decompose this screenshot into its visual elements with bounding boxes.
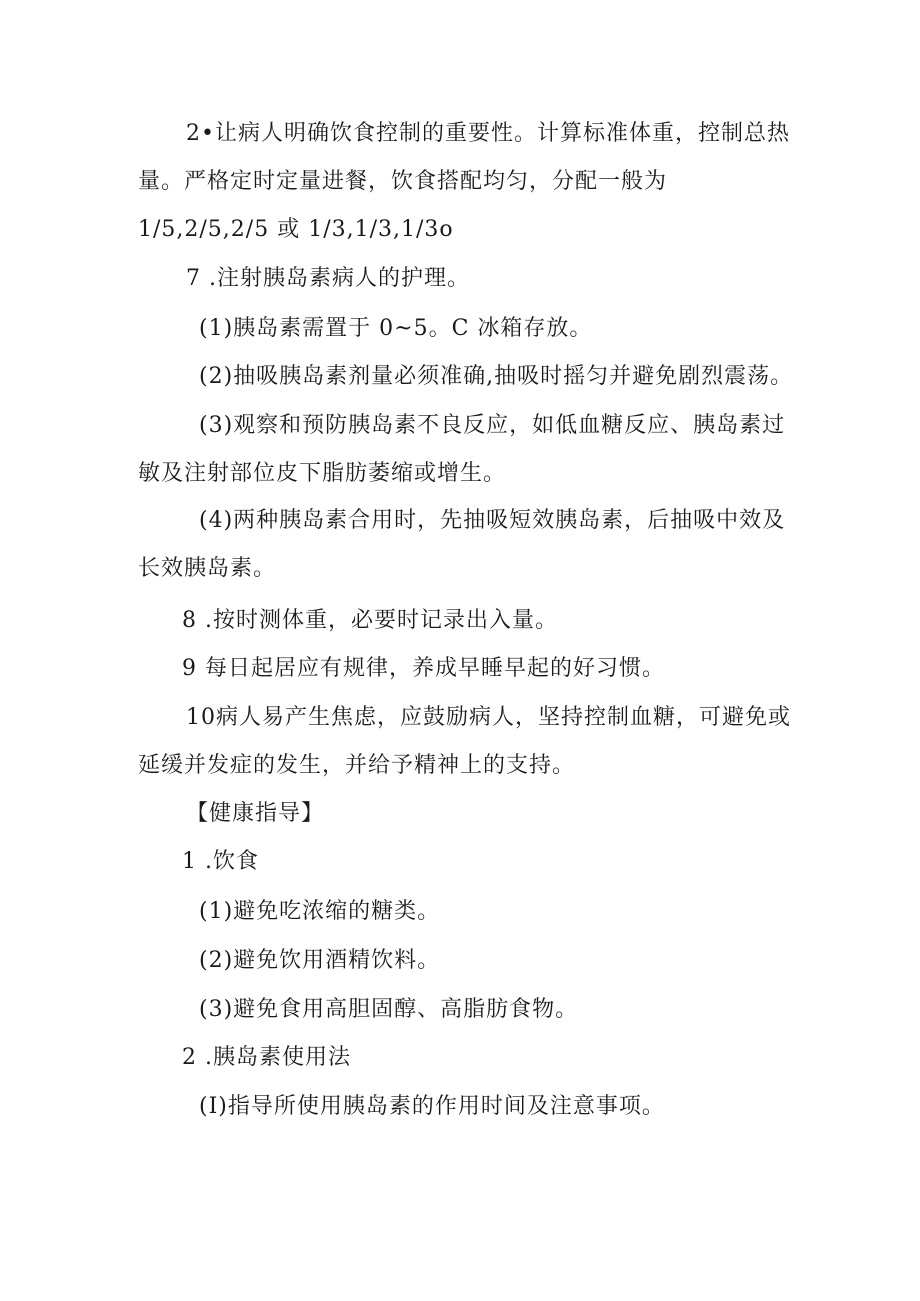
list-item-insulin-dosage: (2)抽吸胰岛素剂量必须准确,抽吸时摇匀并避免剧烈震荡。 bbox=[199, 364, 794, 389]
list-item-insulin-timing: (I)指导所使用胰岛素的作用时间及注意事项。 bbox=[199, 1094, 665, 1119]
item-regular-routine: 9 每日起居应有规律，养成早睡早起的好习惯。 bbox=[182, 656, 665, 681]
section-heading-health-guidance: 【健康指导】 bbox=[186, 801, 325, 826]
list-item-insulin-reactions: (3)观察和预防胰岛素不良反应，如低血糖反应、胰岛素过敏及注射部位皮下脂肪萎缩或增生。 bbox=[138, 413, 786, 486]
list-item-insulin-mixing: (4)两种胰岛素合用时，先抽吸短效胰岛素，后抽吸中效及长效胰岛素。 bbox=[138, 508, 786, 581]
list-item-avoid-alcohol: (2)避免饮用酒精饮料。 bbox=[199, 948, 441, 973]
item-weigh-regularly: 8 .按时测体重，必要时记录出入量。 bbox=[182, 608, 558, 633]
heading-diet: 1 .饮食 bbox=[182, 849, 259, 874]
heading-insulin-care: 7 .注射胰岛素病人的护理。 bbox=[186, 266, 470, 291]
list-item-avoid-sugar: (1)避免吃浓缩的糖类。 bbox=[199, 899, 441, 924]
heading-insulin-usage: 2 .胰岛素使用法 bbox=[182, 1045, 351, 1070]
paragraph-diet-importance: 2•让病人明确饮食控制的重要性。计算标准体重，控制总热量。严格定时定量进餐，饮食搭配均匀，分配一般为 1/5,2/5,2/5 或 1/3,1/3,1/3o bbox=[138, 121, 790, 242]
list-item-avoid-fat: (3)避免食用高胆固醇、高脂肪食物。 bbox=[199, 997, 579, 1022]
list-item-insulin-storage: (1)胰岛素需置于 0~5。C 冰箱存放。 bbox=[199, 316, 593, 341]
item-anxiety-support: 10病人易产生焦虑，应鼓励病人，坚持控制血糖，可避免或延缓并发症的发生，并给予精神上的支持。 bbox=[138, 705, 791, 778]
